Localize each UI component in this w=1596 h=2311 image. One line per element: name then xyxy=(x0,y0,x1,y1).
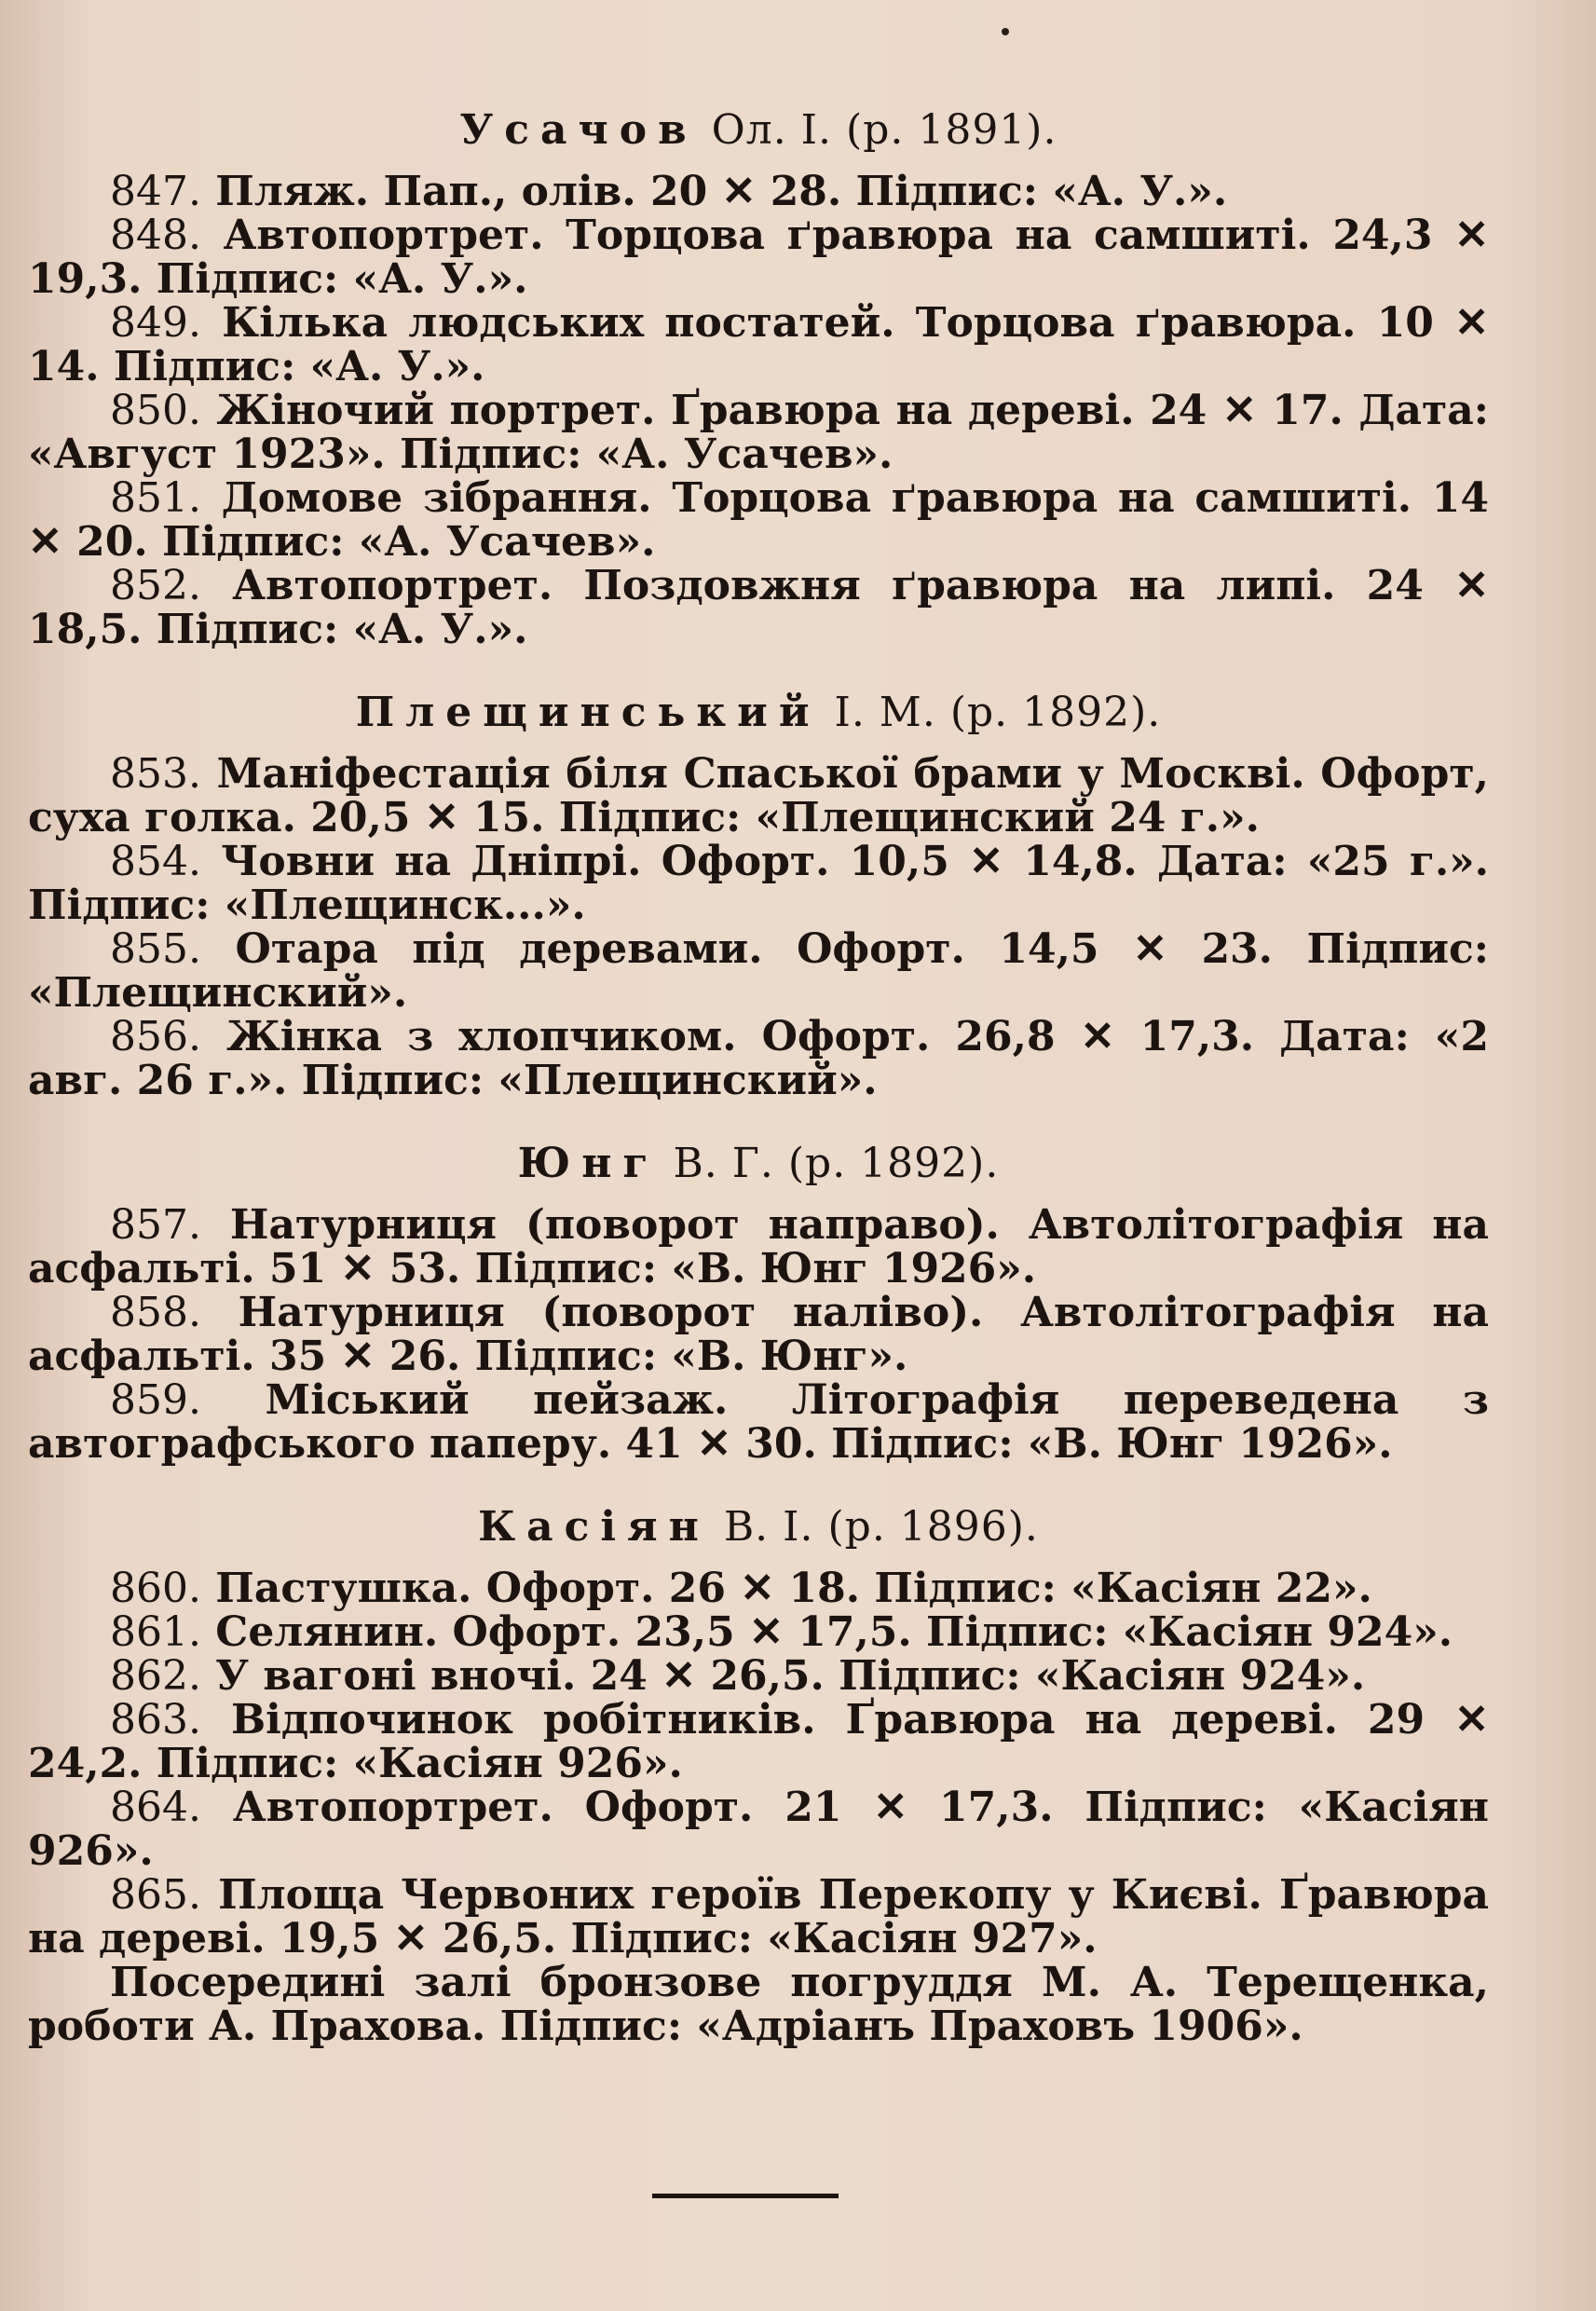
section-heading xyxy=(28,1136,1489,1192)
catalog-entry xyxy=(28,927,1489,1015)
entry-text: Автопортрет. Офорт. 21 ✕ 17,3. Підпис: «Касіян 926». xyxy=(28,1784,1489,1875)
entry-number: 860. xyxy=(110,1565,201,1612)
entry-text: Відпочинок робітників. Ґравюра на дереві. 29 ✕ 24,2. Підпис: «Касіян 926». xyxy=(28,1696,1489,1787)
entry-number: 855. xyxy=(110,925,201,973)
entry-text: Пляж. Пап., олів. 20 ✕ 28. Підпис: «А. У.». xyxy=(215,168,1228,215)
entry-number: 857. xyxy=(110,1201,201,1249)
artist-details: І. М. (р. 1892). xyxy=(834,689,1162,736)
catalog-entry xyxy=(28,752,1489,840)
entry-number: 853. xyxy=(110,750,201,798)
section-yung xyxy=(28,1136,1489,1466)
catalog-entry xyxy=(28,1654,1489,1698)
catalog-entry xyxy=(28,1015,1489,1102)
catalog-entry xyxy=(28,213,1489,301)
catalog-entry xyxy=(28,1610,1489,1654)
catalog-entry xyxy=(28,389,1489,476)
print-speck xyxy=(1002,28,1009,35)
catalog-entry xyxy=(28,1203,1489,1291)
entry-number: 854. xyxy=(110,838,201,885)
entry-number: 865. xyxy=(110,1871,201,1919)
section-heading xyxy=(28,685,1489,741)
entry-text: Маніфестація біля Спаської брами у Москві. Офорт, суха голка. 20,5 ✕ 15. Підпис: «Плещинский 24 г.». xyxy=(28,750,1489,841)
section-usachov xyxy=(28,103,1489,651)
artist-name: Касіян xyxy=(478,1503,710,1551)
entry-number: 864. xyxy=(110,1784,201,1831)
entry-number: 861. xyxy=(110,1608,201,1656)
artist-details: В. І. (р. 1896). xyxy=(723,1503,1039,1551)
catalog-entry xyxy=(28,564,1489,651)
artist-name: Усачов xyxy=(459,106,698,154)
catalog-entry xyxy=(28,1291,1489,1378)
entry-number: 848. xyxy=(110,212,201,259)
catalog-entry xyxy=(28,476,1489,564)
artist-details: Ол. І. (р. 1891). xyxy=(711,106,1057,154)
catalog-entry xyxy=(28,301,1489,389)
entry-text: Натурниця (поворот наліво). Автолітографія на асфальті. 35 ✕ 26. Підпис: «В. Юнг». xyxy=(28,1289,1489,1380)
section-pleshchynskyi xyxy=(28,685,1489,1102)
artist-name: Плещинський xyxy=(355,689,821,736)
entry-number: 859. xyxy=(110,1376,201,1424)
entry-text: Отара під деревами. Офорт. 14,5 ✕ 23. Підпис: «Плещинский». xyxy=(28,925,1489,1017)
entry-text: Жінка з хлопчиком. Офорт. 26,8 ✕ 17,3. Дата: «2 авг. 26 г.». Підпис: «Плещинский». xyxy=(28,1013,1489,1104)
section-heading xyxy=(28,103,1489,158)
entry-number: 851. xyxy=(110,474,201,522)
entry-text: Селянин. Офорт. 23,5 ✕ 17,5. Підпис: «Касіян 924». xyxy=(215,1608,1453,1656)
entry-number: 862. xyxy=(110,1652,201,1700)
entry-number: 852. xyxy=(110,562,201,609)
entry-text: Домове зібрання. Торцова ґравюра на самшиті. 14 ✕ 20. Підпис: «А. Усачев». xyxy=(28,474,1489,566)
section-kasiian xyxy=(28,1499,1489,2048)
catalog-entry xyxy=(28,1873,1489,1961)
entry-number: 863. xyxy=(110,1696,201,1744)
entry-number: 850. xyxy=(110,387,201,434)
entry-text: Човни на Дніпрі. Офорт. 10,5 ✕ 14,8. Дата: «25 г.». Підпис: «Плещинск...». xyxy=(28,838,1489,929)
entry-number: 849. xyxy=(110,299,201,347)
entry-text: Жіночий портрет. Ґравюра на дереві. 24 ✕ 17. Дата: «Август 1923». Підпис: «А. Усачев». xyxy=(28,387,1489,478)
entry-number: 856. xyxy=(110,1013,201,1060)
catalog-entry xyxy=(28,1566,1489,1610)
artist-name: Юнг xyxy=(517,1140,660,1187)
entry-number: 858. xyxy=(110,1289,201,1336)
entry-text: Міський пейзаж. Літографія переведена з автографського паперу. 41 ✕ 30. Підпис: «В. Юнг 1926». xyxy=(28,1376,1489,1468)
catalog-entry xyxy=(28,170,1489,213)
end-rule xyxy=(652,2194,839,2198)
section-heading xyxy=(28,1499,1489,1555)
entry-text: Кілька людських постатей. Торцова ґравюра. 10 ✕ 14. Підпис: «А. У.». xyxy=(28,299,1489,390)
entry-text: Натурниця (поворот направо). Автолітографія на асфальті. 51 ✕ 53. Підпис: «В. Юнг 1926». xyxy=(28,1201,1489,1292)
entry-text: Автопортрет. Поздовжня ґравюра на липі. 24 ✕ 18,5. Підпис: «А. У.». xyxy=(28,562,1489,653)
artist-details: В. Г. (р. 1892). xyxy=(673,1140,1000,1187)
entry-text: Пастушка. Офорт. 26 ✕ 18. Підпис: «Касіян 22». xyxy=(215,1565,1372,1612)
catalog-entry xyxy=(28,840,1489,927)
entry-text: Площа Червоних героїв Перекопу у Києві. Ґравюра на дереві. 19,5 ✕ 26,5. Підпис: «Касіян 927». xyxy=(28,1871,1489,1962)
closing-note: Посередині залі бронзове погруддя М. А. Терещенка, роботи А. Прахова. Підпис: «Адріанъ Праховъ 1906». xyxy=(28,1959,1489,2050)
entry-text: У вагоні вночі. 24 ✕ 26,5. Підпис: «Касіян 924». xyxy=(215,1652,1366,1700)
entry-number: 847. xyxy=(110,168,201,215)
catalog-entry xyxy=(28,1698,1489,1785)
catalog-entry xyxy=(28,1378,1489,1466)
entry-text: Автопортрет. Торцова ґравюра на самшиті. 24,3 ✕ 19,3. Підпис: «А. У.». xyxy=(28,212,1489,303)
catalog-entry xyxy=(28,1785,1489,1873)
